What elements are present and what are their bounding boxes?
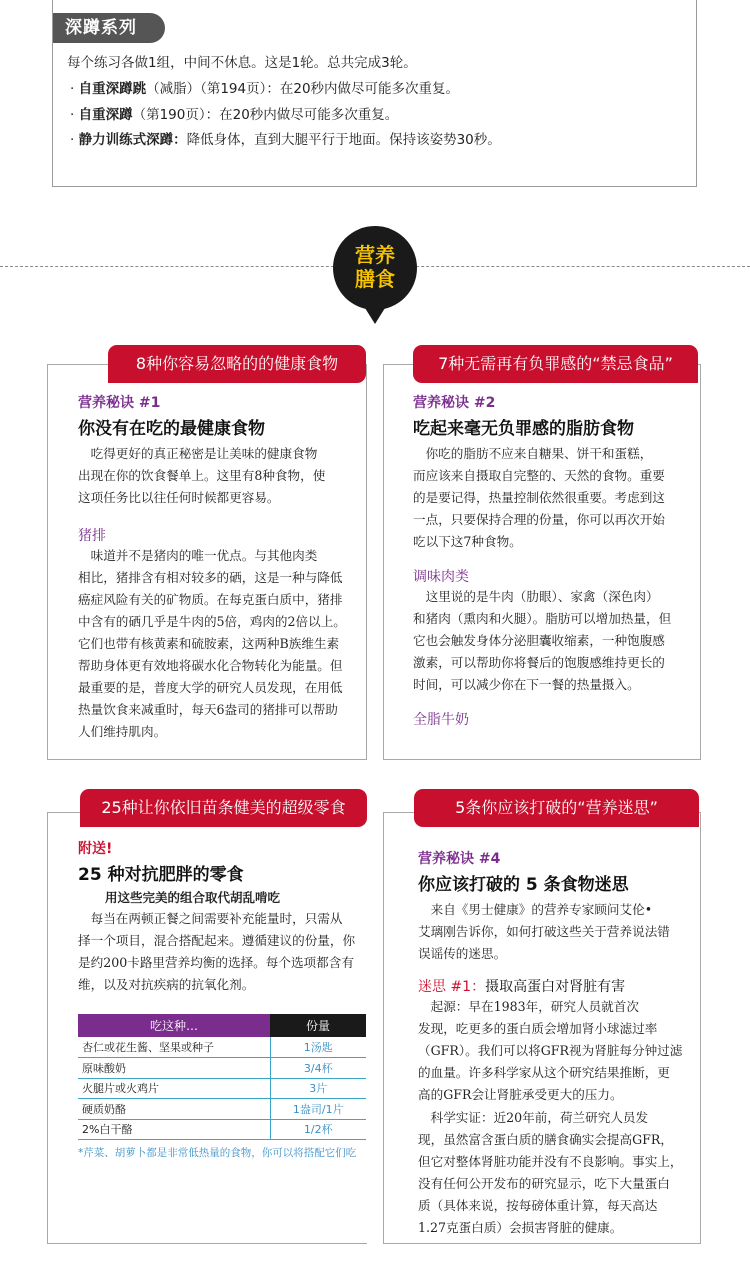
squat-item: · 自重深蹲跳（减脂）（第194页）：在20秒内做尽可能多次重复。	[70, 81, 460, 97]
nutrition-badge	[333, 226, 417, 310]
table-cell: 3/4杯	[270, 1058, 366, 1079]
table-cell: 1/2杯	[270, 1119, 366, 1140]
card4-heading: 你应该打破的 5 条食物迷思	[418, 875, 629, 895]
table-cell: 3片	[270, 1078, 366, 1099]
card3-subtitle: 用这些完美的组合取代胡乱啃吃	[105, 890, 281, 905]
snack-footnote: *芹菜、胡萝卜都是非常低热量的食物，你可以将搭配它们吃	[78, 1147, 357, 1159]
card2-banner: 7种无需再有负罪感的“禁忌食品”	[413, 345, 698, 383]
card2-intro: 你吃的脂肪不应来自糖果、饼干和蛋糕， 而应该来自摄取自完整的、天然的食物。重要 的是要记得，热量控制依然很重要。考虑到这 一点，只要保持合理的份量，你可以再次开始 吃以下这7种食物。	[413, 446, 665, 549]
myth-science: 科学实证：近20年前，荷兰研究人员发 现，虽然富含蛋白质的膳食确实会提高GFR， 但它对整体肾脏功能并没有不良影响。事实上， 没有任何公开发布的研究显示，吃下大量蛋白 质（具体来说，按每磅体重计算，每天高达 1.27克蛋白质）会损害肾脏的健康。	[418, 1110, 683, 1235]
card1-heading: 你没有在吃的最健康食物	[78, 419, 265, 439]
table-cell: 原味酸奶	[78, 1058, 270, 1079]
table-cell: 硬质奶酪	[78, 1099, 270, 1120]
myth-heading: 迷思 #1：摄取高蛋白对肾脏有害	[418, 979, 626, 995]
table-cell: 杏仁或花生酱、坚果或种子	[78, 1037, 270, 1058]
card2-body: 这里说的是牛肉（肋眼）、家禽（深色肉） 和猪肉（熏肉和火腿）。脂肪可以增加热量，但 它也会触发身体分泌胆囊收缩素，一种饱腹感 激素，可以帮助你将餐后的饱腹感维持更长的 时间，可以减少你在下一餐的热量摄入。	[413, 589, 672, 692]
card1-intro: 吃得更好的真正秘密是让美味的健康食物 出现在你的饮食餐单上。这里有8种食物，使 这项任务比以往任何时候都更容易。	[78, 446, 326, 505]
card3-body: 每当在两顿正餐之间需要补充能量时，只需从 择一个项目，混合搭配起来。遵循建议的份量，你 是约200卡路里营养均衡的选择。每个选项都含有 维，以及对抗疾病的抗氧化剂。	[78, 911, 356, 992]
table-cell: 火腿片或火鸡片	[78, 1078, 270, 1099]
badge-pointer-icon	[365, 308, 385, 324]
card3-kicker: 附送!	[78, 841, 113, 857]
card3-banner: 25种让你依旧苗条健美的超级零食	[80, 789, 367, 827]
squat-item: · 自重深蹲（第190页）：在20秒内做尽可能多次重复。	[70, 107, 399, 123]
card2-heading: 吃起来毫无负罪感的脂肪食物	[413, 419, 634, 439]
card2-subheading: 调味肉类	[413, 569, 469, 585]
card4-intro: 来自《男士健康》的营养专家顾问艾伦• 艾璃刚告诉你，如何打破这些关于营养说法错 误谣传的迷思。	[418, 902, 670, 961]
table-row	[78, 1099, 366, 1120]
squat-item: · 静力训练式深蹲：降低身体，直到大腿平行于地面。保持该姿势30秒。	[70, 132, 501, 148]
squat-intro: 每个练习各做1组，中间不休息。这是1轮。总共完成3轮。	[67, 55, 417, 71]
table-cell: 1汤匙	[270, 1037, 366, 1058]
card1-subheading: 猪排	[78, 528, 106, 544]
snack-table	[78, 1014, 366, 1140]
table-row	[78, 1058, 366, 1079]
card2-kicker: 营养秘诀 #2	[413, 395, 496, 411]
card2-subheading-2: 全脂牛奶	[413, 712, 469, 728]
table-cell: 2%白干酪	[78, 1119, 270, 1140]
table-row	[78, 1119, 366, 1140]
table-row	[78, 1078, 366, 1099]
card4-kicker: 营养秘诀 #4	[418, 851, 501, 867]
squat-series-tag: 深蹲系列	[53, 13, 165, 43]
card1-body: 味道并不是猪肉的唯一优点。与其他肉类 相比，猪排含有相对较多的硒，这是一种与降低 癌症风险有关的矿物质。在每克蛋白质中，猪排 中含有的硒几乎是牛肉的5倍，鸡肉的2倍以上。 它们也带有核黄素和硫胺素，这两种B族维生素 帮助身体更有效地将碳水化合物转化为能量。但 最重要的是，普度大学的研究人员发现，在用低 热量饮食来减重时，每天6盎司的猪排可以帮助 人们维持肌肉。	[78, 548, 346, 739]
badge-line: 膳食	[355, 267, 395, 291]
myth-origin: 起源：早在1983年，研究人员就首次 发现，吃更多的蛋白质会增加肾小球滤过率 （GFR）。我们可以将GFR视为肾脏每分钟过滤 的血量。许多科学家从这个研究结果推断，更 高的GFR会让肾脏承受更大的压力。	[418, 999, 683, 1102]
table-header: 吃这种…	[78, 1014, 270, 1037]
badge-line: 营养	[355, 243, 395, 267]
card1-banner: 8种你容易忽略的的健康食物	[108, 345, 366, 383]
card4-banner: 5条你应该打破的“营养迷思”	[414, 789, 699, 827]
table-header-row	[78, 1014, 366, 1037]
table-row	[78, 1037, 366, 1058]
table-header: 份量	[270, 1014, 366, 1037]
table-cell: 1盎司/1片	[270, 1099, 366, 1120]
card1-kicker: 营养秘诀 #1	[78, 395, 161, 411]
card3-heading: 25 种对抗肥胖的零食	[78, 865, 244, 885]
